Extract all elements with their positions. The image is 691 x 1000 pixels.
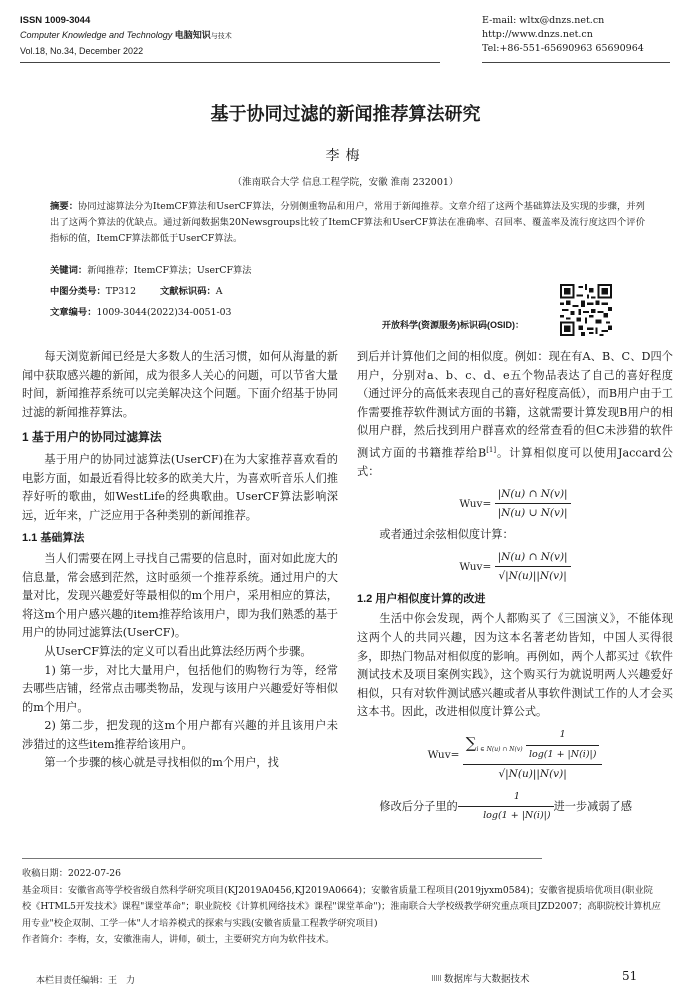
- formula-lhs: Wuv=: [459, 560, 492, 573]
- received-label: 收稿日期：: [22, 868, 68, 879]
- funding: [22, 883, 662, 933]
- paragraph: 从UserCF算法的定义可以看出此算法经历两个步骤。: [44, 644, 312, 658]
- page-number: 51: [622, 969, 638, 983]
- denominator: log(1 + |N(i)|): [483, 810, 551, 822]
- journal-name: [20, 28, 232, 44]
- abstract-text: 协同过滤算法分为ItemCF算法和UserCF算法，分别侧重物品和用户，常用于新闻推荐。文章介绍了这两个基础算法及实现的步骤，并列出了这两个算法的优缺点。通过新闻数据集20Newsgroups比较了ItemCF算法和UserCF算法在准确率、召回率、覆盖率及流行度这四个评价指标的值，ItemCF算法都低于UserCF算法。: [50, 201, 645, 244]
- keywords: [50, 262, 252, 276]
- paper-title: 基于协同过滤的新闻推荐算法研究: [210, 104, 481, 124]
- author-bio-label: 作者简介：: [22, 934, 68, 945]
- keywords-text: 新闻推荐；ItemCF算法；UserCF算法: [87, 265, 252, 276]
- issn: ISSN 1009-3044: [20, 15, 91, 26]
- abstract: [50, 198, 645, 247]
- osid-label: 开放科学(资源服务)标识码(OSID)：: [382, 320, 524, 330]
- denominator: √|N(u)||N(v)|: [498, 570, 567, 583]
- formula-lhs: Wuv=: [459, 497, 492, 510]
- cosine-formula: [357, 548, 673, 586]
- clc-number: [50, 283, 136, 297]
- clc-label: 中图分类号：: [50, 286, 106, 296]
- numerator: |N(u) ∩ N(v)|: [495, 485, 571, 505]
- denominator: |N(u) ∪ N(v)|: [497, 507, 568, 520]
- sum-subscript: i ∈ N(u) ∩ N(v): [476, 746, 523, 754]
- doc-code-label: 文献标识码：: [160, 286, 216, 296]
- keywords-label: 关键词：: [50, 265, 88, 275]
- telephone: Tel:+86-551-65690963 65690964: [482, 43, 644, 54]
- subsection-heading-1-1: 1.1 基础算法: [22, 532, 85, 545]
- received-date: [22, 866, 662, 883]
- fund-label: 基金项目：: [22, 884, 68, 896]
- article-no-value: 1009-3044(2022)34-0051-03: [96, 307, 232, 318]
- formula-lhs: Wuv=: [427, 748, 460, 761]
- inner-denominator: log(1 + |N(i)|): [528, 748, 597, 760]
- author-bio-value: 李梅，女，安徽淮南人，讲师，硕士，主要研究方向为软件技术。: [67, 934, 335, 945]
- section-heading-1: 1 基于用户的协同过滤算法: [22, 430, 162, 445]
- paragraph: 或者通过余弦相似度计算：: [379, 528, 514, 542]
- left-column: [22, 348, 338, 773]
- inline-fraction: [458, 788, 554, 826]
- document-code: [160, 283, 223, 297]
- inner-fraction: [526, 726, 599, 764]
- paragraph-text: 。计算相似度可以使用Jaccard公式：: [357, 446, 673, 479]
- clc-value: TP312: [105, 286, 136, 297]
- sum-symbol: ∑: [465, 734, 477, 753]
- paragraph-text: 进一步减弱了感: [553, 799, 632, 813]
- paragraph: 1) 第一步，对比大量用户，包括他们的购物行为等，经常去哪些店铺，经常点击哪类物品，发现与该用户兴趣爱好等相似的m个用户。: [22, 663, 338, 714]
- website: http://www.dnzs.net.cn: [482, 29, 593, 40]
- doc-code-value: A: [215, 286, 223, 297]
- paragraph: 第一个步骤的核心就是寻找相似的m个用户，找: [44, 756, 279, 770]
- paragraph: 生活中你会发现，两个人都购买了《三国演义》，不能体现这两个人的共同兴趣，因为这本名著老幼皆知，中国人买得很多，即热门物品对相似度的影响。再例如，两个人都买过《软件测试技术及项目案例实践》，这个购买行为就说明两人兴趣爱好相似，只有对软件测试感兴趣或者从事软件测试工作的人才会买这本书。因此，改进相似度计算公式。: [357, 612, 673, 719]
- footnotes: [22, 866, 662, 949]
- paragraph-text: 修改后分子里的: [379, 799, 458, 813]
- paragraph: 当人们需要在网上寻找自己需要的信息时，面对如此庞大的信息量，常会感到茫然，这时亟须一个推荐系统。通过用户的大量对比，发现兴趣爱好等最相似的m个用户，采用相应的算法，将这m个用户感兴趣的item推荐给该用户，即为我们熟悉的基于用户的协同过滤算法(UserCF)。: [22, 551, 338, 640]
- subsection-heading-1-2: 1.2 用户相似度计算的改进: [357, 592, 486, 605]
- paragraph: [357, 348, 673, 482]
- fraction: [495, 548, 571, 586]
- volume-info: Vol.18, No.34, December 2022: [20, 46, 144, 56]
- paragraph: [357, 788, 673, 826]
- email: E-mail: wltx@dnzs.net.cn: [482, 15, 605, 26]
- affiliation: （淮南联合大学 信息工程学院，安徽 淮南 232001）: [232, 177, 459, 188]
- footnote-rule: [22, 858, 542, 859]
- inner-numerator: 1: [526, 726, 599, 746]
- numerator: [463, 726, 603, 765]
- header-rule-right: [482, 62, 670, 63]
- denominator: √|N(u)||N(v)|: [498, 768, 567, 781]
- article-number: [50, 304, 231, 318]
- paragraph-text: 到后并计算他们之间的相似度。例如：现在有A、B、C、D四个用户，分别对a、b、c、d、e五个物品表达了自己的喜好程度（通过评分的高低来表现自己的喜好程度高低），而B用户由于工作需要推荐软件测试方面的书籍，这就需要计算发现B用户的相似用户群，然后找到用户群喜欢的经常查看的但C未涉猎的软件测试方面的书籍推荐给B: [357, 350, 673, 460]
- article-no-label: 文章编号：: [50, 307, 97, 317]
- author-name: 李梅: [325, 148, 366, 164]
- column-editor: 本栏目责任编辑：王 力: [36, 976, 136, 986]
- section-decoration: [432, 975, 441, 981]
- numerator: 1: [458, 788, 554, 808]
- fund-value: 安徽省高等学校省级自然科学研究项目(KJ2019A0456,KJ2019A0664)；安徽省质量工程项目(2019jyxm0584)；安徽省提质培优项目(职业院校《HTML5开发技术》课程"课堂革命"；职业院校《计算机网络技术》课程"课堂革命")；淮南联合大学校级教学研究重点项目JZD2007；高职院校计算机应用专业"校企双制、工学一体"人才培养模式的探索与实践(安徽省质量工程教学研究项目): [22, 884, 661, 929]
- right-column: [357, 348, 673, 826]
- paragraph: 基于用户的协同过滤算法(UserCF)在为大家推荐喜欢看的电影方面，如最近看得比较多的欧美大片，为喜欢听音乐人们推荐好听的歌曲，如WestLife的经典歌曲。UserCF算法影响深远，近年来，广泛应用于各种类别的新闻推荐。: [22, 452, 338, 522]
- paragraph: 2) 第二步，把发现的这m个用户都有兴趣的并且该用户未涉猎过的这些item推荐给该用户。: [22, 719, 338, 751]
- abstract-label: 摘要：: [50, 201, 79, 211]
- section-name: 数据库与大数据技术: [444, 974, 530, 985]
- author-bio: [22, 932, 662, 949]
- header-rule-left: [20, 62, 440, 63]
- journal-name-cn-small: 与技术: [210, 33, 232, 40]
- journal-name-cn: 电脑知识: [174, 30, 211, 40]
- contact-info: [482, 14, 644, 56]
- journal-name-en: Computer Knowledge and Technology: [20, 30, 173, 40]
- qr-code-icon[interactable]: [560, 284, 612, 336]
- jaccard-formula: [357, 485, 673, 523]
- intro-paragraph: 每天浏览新闻已经是大多数人的生活习惯，如何从海量的新闻中获取感兴趣的新闻，成为很多人关心的问题，可以节省大量时间，新闻推荐系统可以完美解决这个问题。下面介绍基于协同过滤的新闻推荐算法。: [22, 350, 338, 419]
- numerator: |N(u) ∩ N(v)|: [495, 548, 571, 568]
- improved-formula: [357, 726, 673, 784]
- citation-ref: [1]: [486, 445, 497, 454]
- journal-header: [20, 14, 232, 58]
- received-value: 2022-07-26: [67, 868, 121, 879]
- fraction: [463, 726, 603, 784]
- fraction: [495, 485, 571, 523]
